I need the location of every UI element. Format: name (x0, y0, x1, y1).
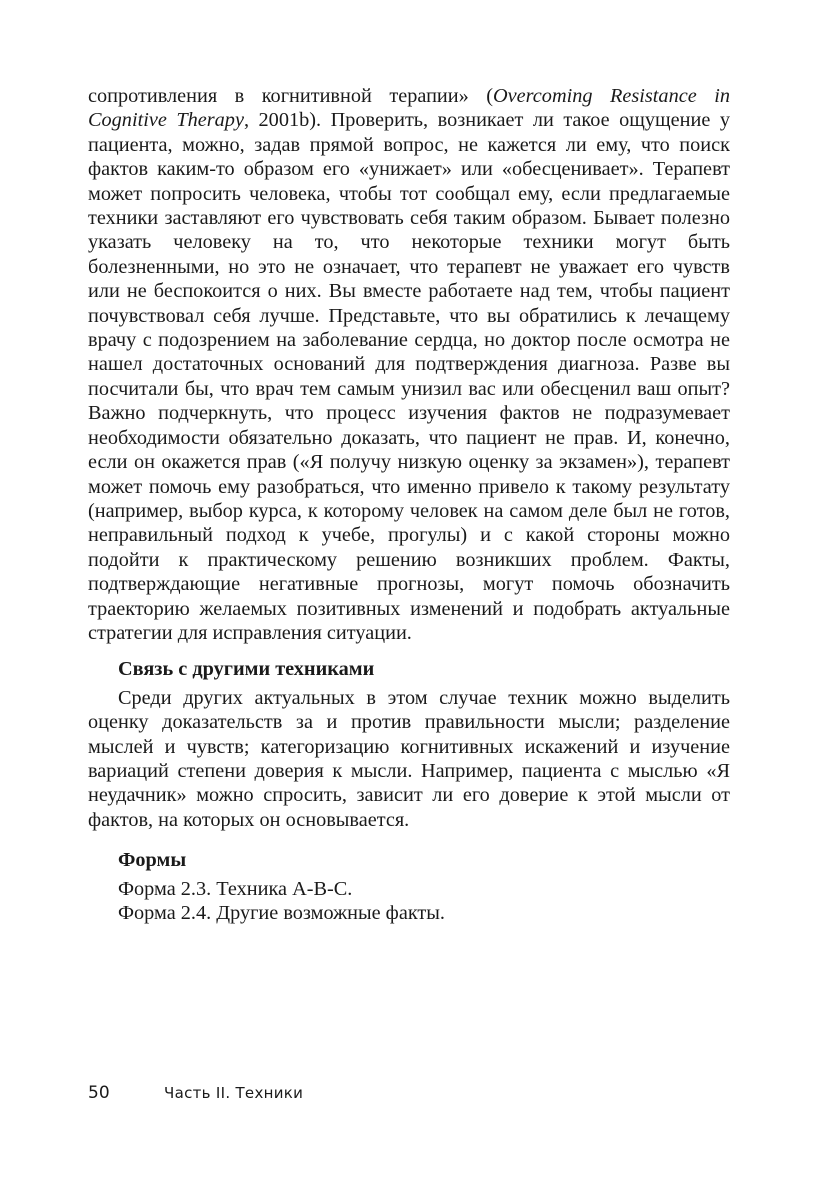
section-heading-related-techniques: Связь с другими техниками (118, 658, 375, 681)
form-item-2-3: Форма 2.3. Техника А-В-С. (118, 877, 353, 900)
paragraph-related-techniques: Среди других актуальных в этом случае техник можно выделить оценку доказательств за и против правильности мысли; разделение мыслей и чувств; категоризацию когнитивных искажений и изучение вариаций степени доверия к мысли. Например, пациента с мыслью «Я неудачник» можно спросить, зависит ли его доверие к этой мысли от фактов, на которых он основывается. (88, 686, 730, 831)
running-head: Часть II. Техники (164, 1084, 304, 1102)
paragraph-lead: сопротивления в когнитивной терапии» ( (88, 85, 494, 107)
page-body (88, 84, 730, 925)
paragraph-rest: , 2001b). Проверить, возникает ли такое ощущение у пациента, можно, задав прямой вопрос, не кажется ли ему, что поиск фактов каким-то образом его «унижает» или «обесценивает». Терапевт может попросить человека, чтобы тот сообщал ему, если предлагаемые техники заставляют его чувствовать себя таким образом. Бывает полезно указать человеку на то, что некоторые техники могут быть болезненными, но это не означает, что терапевт не уважает его чувств или не беспокоится о них. Вы вместе работаете над тем, чтобы пациент почувствовал себя лучше. Представьте, что вы обратились к лечащему врачу с подозрением на заболевание сердца, но доктор после осмотра не нашел достаточных оснований для подтверждения диагноза. Разве вы посчитали бы, что врач тем самым унизил вас или обесценил ваш опыт? Важно подчеркнуть, что процесс изучения фактов не подразумевает необходимости обязательно доказать, что пациент не прав. И, конечно, если он окажется прав («Я получу низкую оценку за экзамен»), терапевт может помочь ему разобраться, что именно привело к такому результату (например, выбор курса, к которому человек на самом деле был не готов, неправильный подход к учебе, прогулы) и с какой стороны можно подойти к практическому решению возникших проблем. Факты, подтверждающие негативные прогнозы, могут помочь обозначить траекторию желаемых позитивных изменений и подобрать актуальные стратегии для исправления ситуации. (88, 109, 731, 644)
page-number: 50 (88, 1083, 110, 1103)
paragraph-body (88, 84, 730, 645)
forms-list (118, 877, 730, 926)
section-heading-forms: Формы (118, 849, 187, 872)
cited-work-title: Overcoming Resistance in Cognitive Therapy (88, 85, 730, 132)
form-item-2-4: Форма 2.4. Другие возможные факты. (118, 902, 445, 924)
page-footer (88, 1083, 303, 1103)
